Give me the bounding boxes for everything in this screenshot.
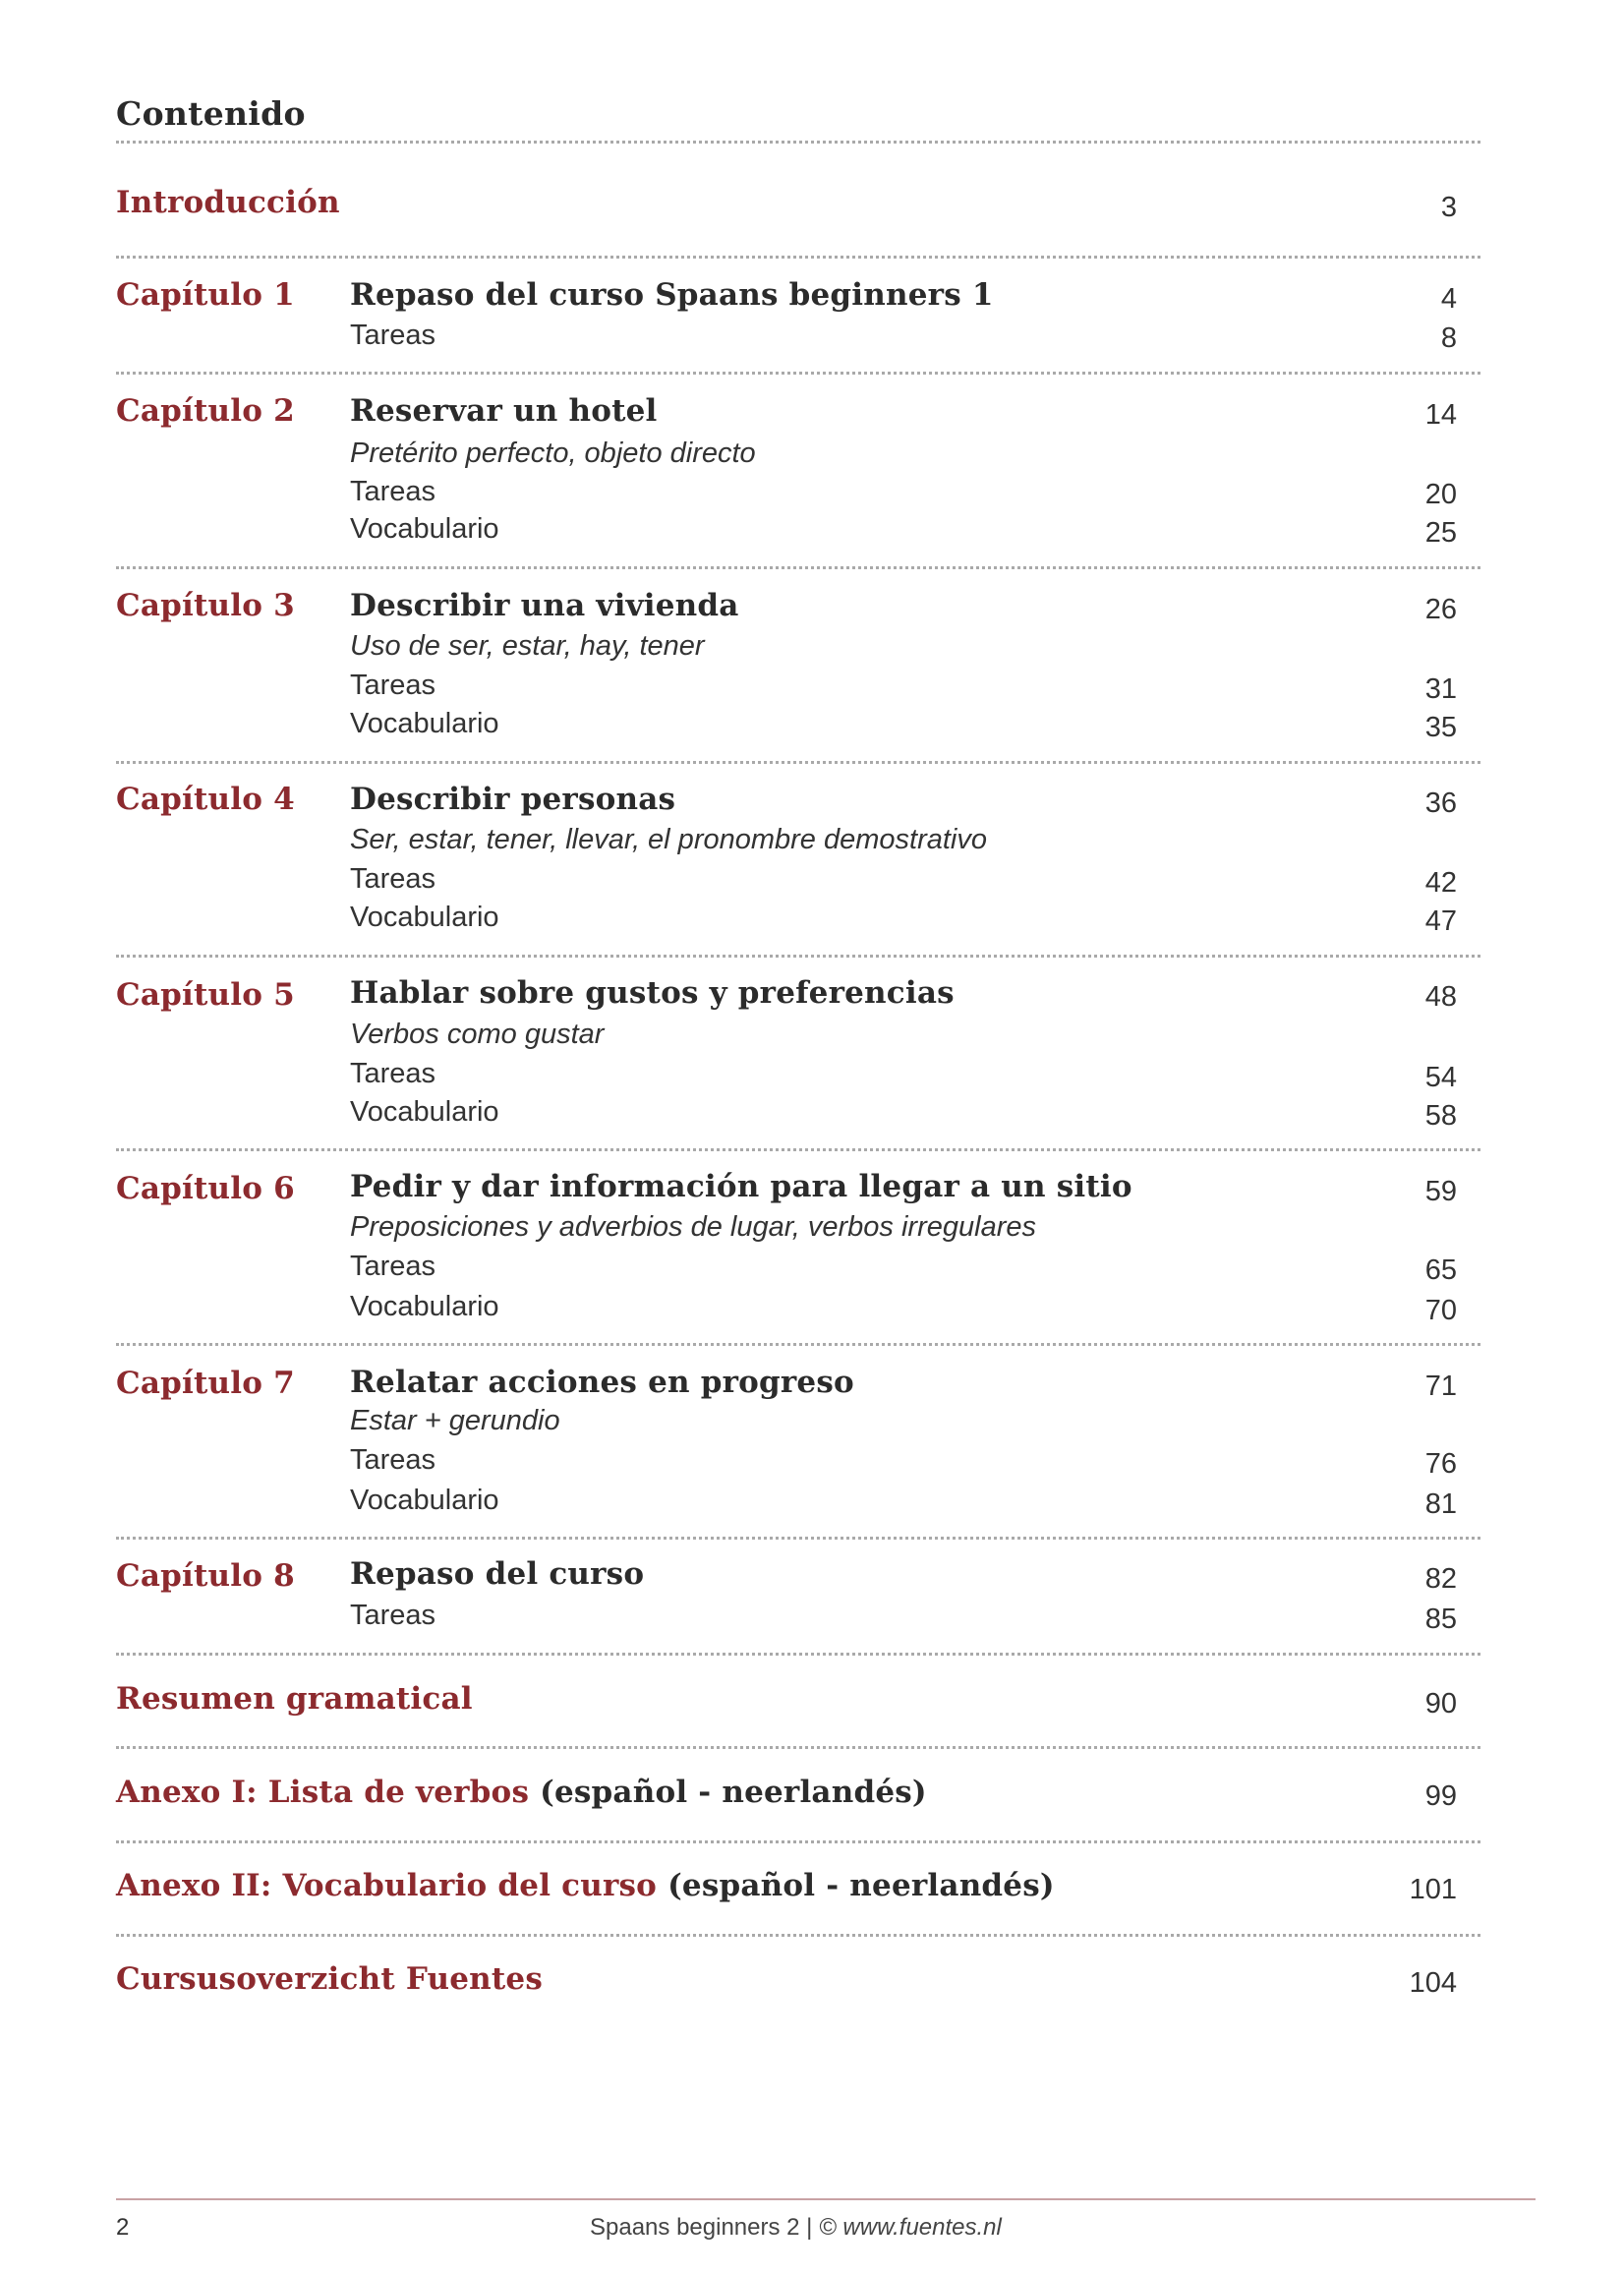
vocabulario-label[interactable]: Vocabulario	[350, 513, 499, 545]
tareas-page: 85	[1424, 1603, 1457, 1635]
footer-copyright[interactable]: © www.fuentes.nl	[819, 2214, 1002, 2241]
footer-text	[590, 2214, 1002, 2242]
divider	[116, 1653, 1480, 1656]
divider	[116, 141, 1480, 144]
divider	[116, 566, 1480, 569]
anexo-1-page: 99	[1424, 1780, 1457, 1812]
chapter-page: 48	[1424, 981, 1457, 1013]
vocabulario-page: 70	[1424, 1295, 1457, 1326]
divider	[116, 1934, 1480, 1937]
chapter-page: 36	[1424, 787, 1457, 819]
anexo-2-label: Anexo II: Vocabulario del curso	[116, 1868, 658, 1903]
footer-separator: |	[806, 2214, 813, 2241]
footer-rule	[116, 2198, 1536, 2200]
tareas-page: 8	[1440, 322, 1457, 354]
chapter-subtitle: Preposiciones y adverbios de lugar, verbos irregulares	[350, 1211, 1036, 1243]
tareas-label[interactable]: Tareas	[350, 1444, 436, 1476]
vocabulario-page: 35	[1424, 712, 1457, 743]
vocabulario-page: 47	[1424, 905, 1457, 937]
chapter-label[interactable]: Capítulo 7	[116, 1366, 295, 1401]
vocabulario-label[interactable]: Vocabulario	[350, 1096, 499, 1128]
tareas-page: 65	[1424, 1254, 1457, 1286]
chapter-page: 71	[1424, 1370, 1457, 1402]
divider	[116, 372, 1480, 375]
tareas-label[interactable]: Tareas	[350, 320, 436, 351]
tareas-label[interactable]: Tareas	[350, 1600, 436, 1631]
anexo-2-link[interactable]	[116, 1868, 1055, 1903]
chapter-title[interactable]: Relatar acciones en progreso	[350, 1365, 854, 1400]
divider	[116, 955, 1480, 958]
anexo-2-suffix: (español - neerlandés)	[667, 1868, 1055, 1903]
chapter-label[interactable]: Capítulo 8	[116, 1558, 295, 1594]
vocabulario-page: 81	[1424, 1488, 1457, 1520]
anexo-1-link[interactable]	[116, 1775, 927, 1810]
divider	[116, 1746, 1480, 1749]
cursusoverzicht-label: Cursusoverzicht Fuentes	[116, 1961, 543, 1997]
tareas-label[interactable]: Tareas	[350, 1251, 436, 1282]
vocabulario-label[interactable]: Vocabulario	[350, 902, 499, 933]
divider	[116, 1840, 1480, 1843]
anexo-1-suffix: (español - neerlandés)	[540, 1775, 927, 1810]
intro-page: 3	[1440, 192, 1457, 223]
footer-book: Spaans beginners 2	[590, 2214, 800, 2241]
chapter-page: 14	[1424, 399, 1457, 431]
divider	[116, 1343, 1480, 1346]
chapter-title[interactable]: Pedir y dar información para llegar a un sitio	[350, 1169, 1132, 1204]
tareas-page: 76	[1424, 1448, 1457, 1480]
chapter-title[interactable]: Repaso del curso	[350, 1556, 645, 1592]
divider	[116, 761, 1480, 764]
vocabulario-page: 58	[1424, 1100, 1457, 1132]
chapter-subtitle: Estar + gerundio	[350, 1405, 560, 1436]
tareas-label[interactable]: Tareas	[350, 670, 436, 701]
chapter-subtitle: Verbos como gustar	[350, 1019, 605, 1050]
cursusoverzicht-link[interactable]	[116, 1961, 543, 1997]
chapter-subtitle: Uso de ser, estar, hay, tener	[350, 630, 705, 662]
divider	[116, 256, 1480, 259]
chapter-page: 4	[1440, 283, 1457, 315]
cursusoverzicht-page: 104	[1409, 1967, 1457, 1999]
resumen-gramatical-link[interactable]	[116, 1681, 473, 1717]
footer-page-number: 2	[116, 2214, 130, 2241]
vocabulario-label[interactable]: Vocabulario	[350, 708, 499, 739]
chapter-label[interactable]: Capítulo 2	[116, 393, 295, 429]
tareas-label[interactable]: Tareas	[350, 476, 436, 507]
tareas-page: 20	[1424, 479, 1457, 510]
vocabulario-label[interactable]: Vocabulario	[350, 1485, 499, 1516]
tareas-label[interactable]: Tareas	[350, 1058, 436, 1089]
resumen-label: Resumen gramatical	[116, 1681, 473, 1717]
chapter-title[interactable]: Describir una vivienda	[350, 588, 739, 623]
chapter-page: 82	[1424, 1563, 1457, 1595]
chapter-title[interactable]: Repaso del curso Spaans beginners 1	[350, 277, 994, 313]
chapter-title[interactable]: Hablar sobre gustos y preferencias	[350, 975, 955, 1011]
tareas-page: 54	[1424, 1062, 1457, 1093]
chapter-label[interactable]: Capítulo 3	[116, 588, 295, 623]
chapter-title[interactable]: Reservar un hotel	[350, 393, 658, 429]
chapter-label[interactable]: Capítulo 6	[116, 1171, 295, 1206]
intro-label[interactable]: Introducción	[116, 185, 340, 220]
chapter-title[interactable]: Describir personas	[350, 782, 676, 817]
vocabulario-page: 25	[1424, 517, 1457, 549]
anexo-2-page: 101	[1409, 1874, 1457, 1905]
chapter-label[interactable]: Capítulo 5	[116, 977, 295, 1013]
anexo-1-label: Anexo I: Lista de verbos	[116, 1775, 530, 1810]
chapter-label[interactable]: Capítulo 4	[116, 782, 295, 817]
divider	[116, 1148, 1480, 1151]
resumen-page: 90	[1424, 1688, 1457, 1720]
page-title: Contenido	[116, 94, 306, 133]
tareas-page: 31	[1424, 673, 1457, 705]
chapter-label[interactable]: Capítulo 1	[116, 277, 295, 313]
chapter-page: 59	[1424, 1176, 1457, 1207]
tareas-label[interactable]: Tareas	[350, 863, 436, 895]
chapter-page: 26	[1424, 594, 1457, 625]
vocabulario-label[interactable]: Vocabulario	[350, 1291, 499, 1322]
chapter-subtitle: Pretérito perfecto, objeto directo	[350, 437, 756, 469]
divider	[116, 1537, 1480, 1540]
chapter-subtitle: Ser, estar, tener, llevar, el pronombre demostrativo	[350, 824, 987, 855]
tareas-page: 42	[1424, 867, 1457, 899]
